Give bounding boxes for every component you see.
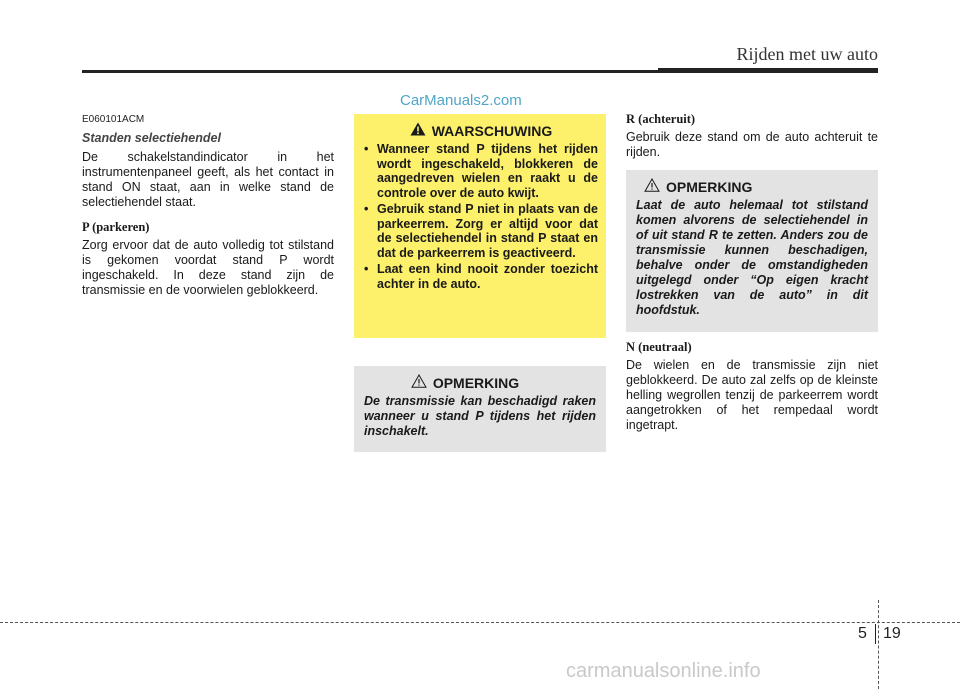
footer-divider: [878, 600, 879, 689]
caution-triangle-icon: [644, 178, 660, 195]
warning-title: WAARSCHUWING: [431, 122, 553, 139]
note-header: [636, 178, 868, 195]
header-rule-accent: [658, 68, 878, 73]
footer-rule: [0, 622, 960, 623]
page-number: 19: [883, 625, 901, 642]
note-box-park: [354, 366, 606, 452]
right-column: [626, 112, 878, 160]
intro-paragraph: De schakelstandindicator in het instrumentenpaneel geeft, als het contact in stand ON staat, aan in welke stand de selectiehendel staat.: [82, 150, 334, 209]
warning-item: • Gebruik stand P niet in plaats van de parkeerrem. Zorg er altijd voor dat de selectiehendel in stand P staat en dat de parkeerrem is geactiveerd.: [364, 202, 598, 260]
chapter-number: 5: [858, 625, 867, 642]
warning-item: • Laat een kind nooit zonder toezicht achter in de auto.: [364, 262, 598, 291]
warning-box: [354, 114, 606, 338]
note-box-reverse: [626, 170, 878, 332]
n-heading: N (neutraal): [626, 340, 692, 354]
watermark-bottom: carmanualsonline.info: [566, 660, 761, 682]
r-paragraph: Gebruik deze stand om de auto achteruit te rijden.: [626, 130, 878, 159]
warning-header: [364, 122, 598, 139]
watermark-top: CarManuals2.com: [400, 92, 522, 109]
chapter-title: Rijden met uw auto: [736, 44, 878, 64]
p-paragraph: Zorg ervoor dat de auto volledig tot stilstand is gekomen voordat stand P wordt ingeschakeld. In deze stand zijn de transmissie en de voorwielen geblokkeerd.: [82, 238, 334, 297]
p-heading: P (parkeren): [82, 220, 150, 234]
section-subheading: Standen selectiehendel: [82, 131, 221, 145]
note-header: [364, 374, 596, 391]
note-body: Laat de auto helemaal tot stilstand komen alvorens de selectiehendel in of uit stand R te zetten. Anders zou de transmissie kunnen beschadigen, behalve onder de omstandigheden uitgelegd onder “Op eigen kracht lostrekken van de auto” in dit hoofdstuk.: [636, 198, 868, 317]
note-title: OPMERKING: [666, 178, 753, 195]
warning-item: • Wanneer stand P tijdens het rijden wordt ingeschakeld, blokkeren de aangedreven wielen en raakt u de controle over de auto kwijt.: [364, 142, 598, 200]
left-column: [82, 112, 334, 298]
warning-list: [364, 142, 598, 291]
caution-triangle-icon: [411, 374, 427, 391]
page-separator: [875, 624, 876, 644]
warning-triangle-icon: [410, 122, 426, 139]
right-column-lower: [626, 340, 878, 433]
note-body: De transmissie kan beschadigd raken wanneer u stand P tijdens het rijden inschakelt.: [364, 394, 596, 438]
section-code: E060101ACM: [82, 114, 145, 125]
r-heading: R (achteruit): [626, 112, 696, 126]
n-paragraph: De wielen en de transmissie zijn niet geblokkeerd. De auto zal zelfs op de kleinste helling wegrollen tenzij de parkeerrem wordt aangetrokken of het rempedaal wordt ingetrapt.: [626, 358, 878, 432]
note-title: OPMERKING: [432, 374, 520, 391]
